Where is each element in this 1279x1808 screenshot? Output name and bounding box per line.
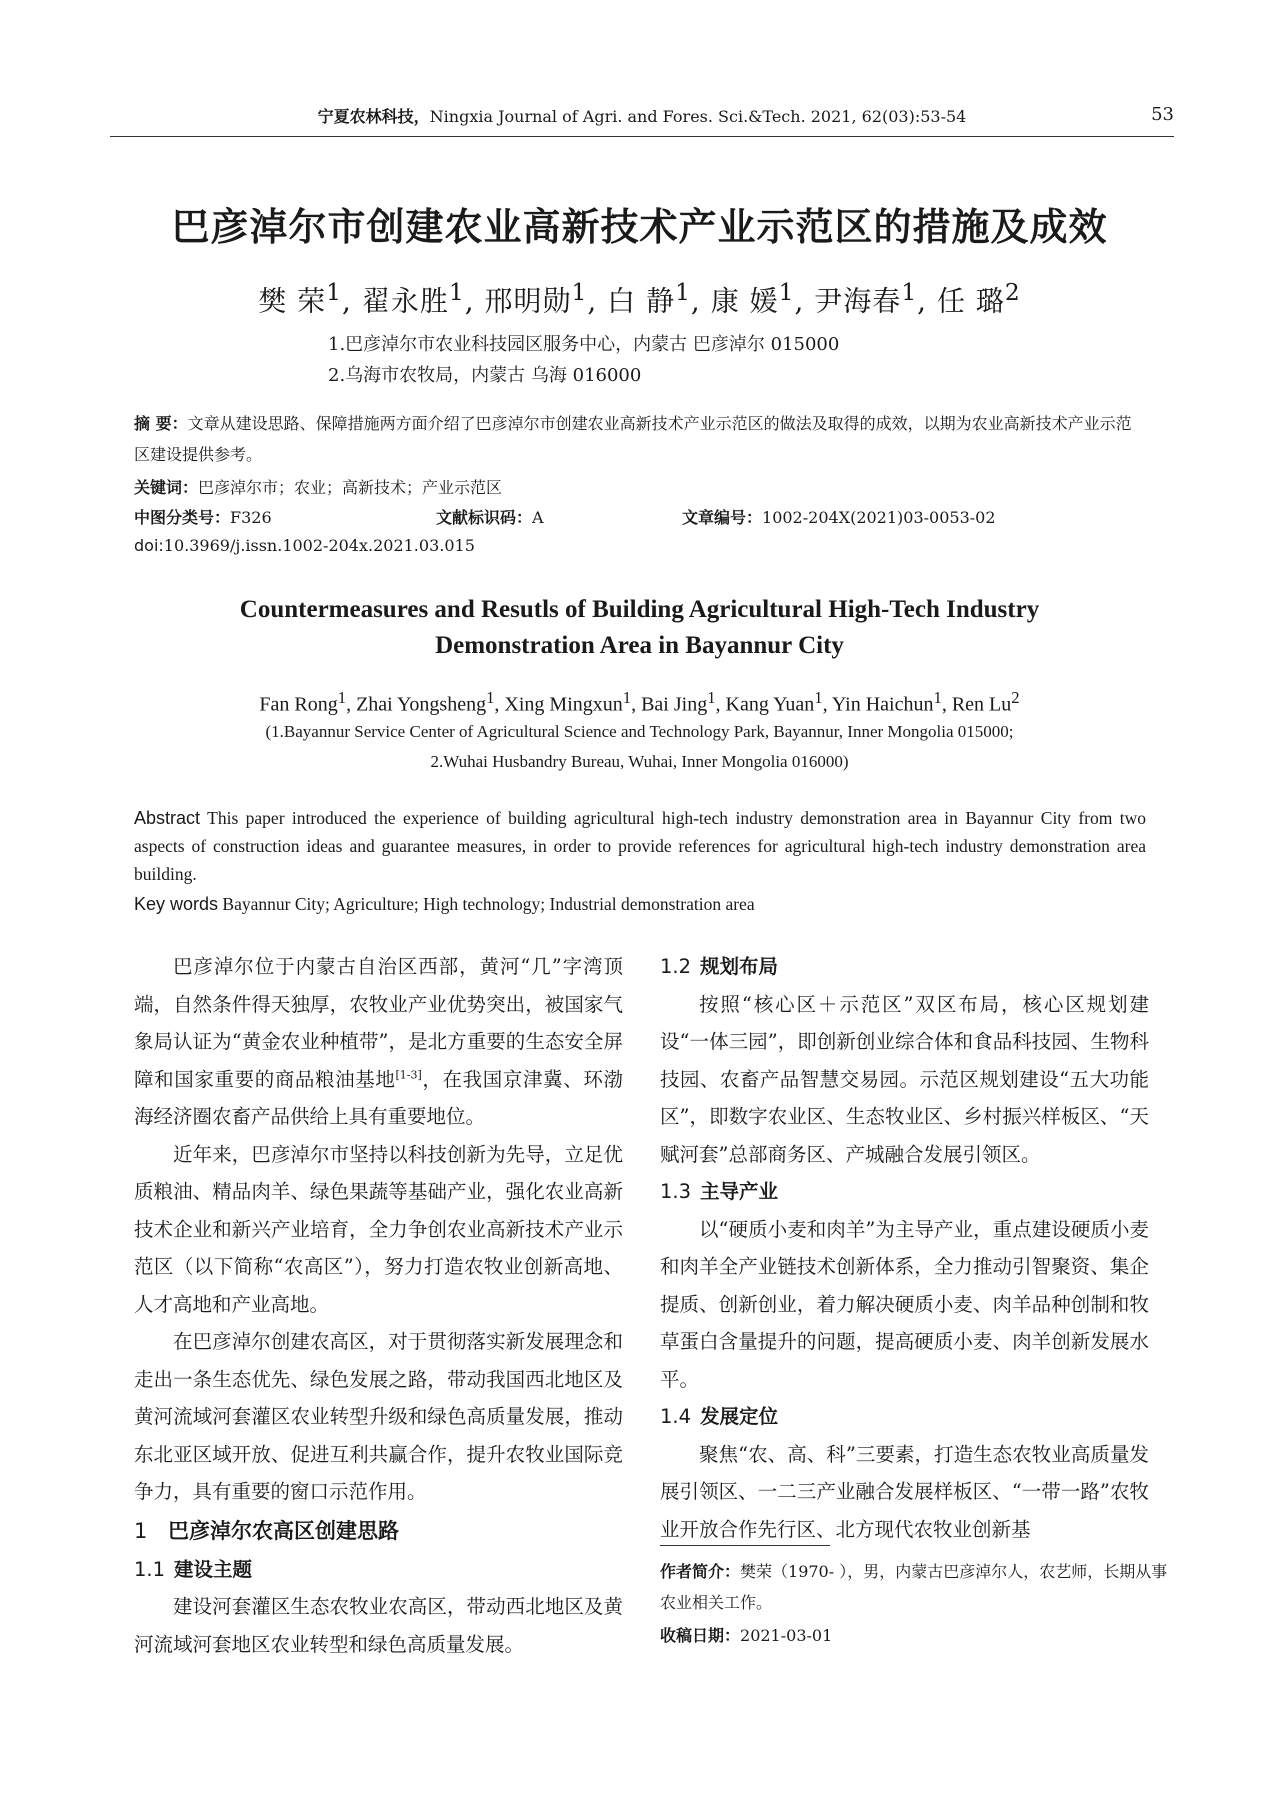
keywords-en-label: Key words: [134, 894, 219, 914]
author-cn: 任 璐: [936, 284, 1005, 318]
author-cn: 尹海春: [814, 284, 902, 318]
section-heading-1-3: [660, 1173, 1149, 1211]
author-cn: 康 媛: [710, 284, 779, 318]
body-paragraph: 近年来，巴彦淖尔市坚持以科技创新为先导，立足优质粮油、精品肉羊、绿色果蔬等基础产业，强化农业高新技术企业和新兴产业培育，全力争创农业高新技术产业示范区（以下简称“农高区”），努力打造农牧业创新高地、人才高地和产业高地。: [134, 1142, 623, 1316]
document-code-label: 文献标识码：: [436, 508, 533, 527]
section-heading-1: [134, 1511, 623, 1551]
page-number: 53: [1151, 104, 1174, 125]
keywords-cn-text: 巴彦淖尔市；农业；高新技术；产业示范区: [198, 478, 503, 497]
classification-row: [134, 505, 1146, 536]
footnote-received-date: 2021-03-01: [740, 1626, 833, 1645]
author-cn: 翟永胜: [361, 284, 449, 318]
section-number: 1: [134, 1518, 148, 1543]
authors-cn: 樊 荣$^1$, 翟永胜$^1$, 邢明勋$^1$, 白 静$^1$, 康 媛$^1$, 尹海春$^1$, 任 璐$^2$: [258, 278, 1021, 318]
affiliation-cn-2: 2.乌海市农牧局，内蒙古 乌海 016000: [328, 365, 642, 386]
document-code-value: A: [532, 508, 544, 527]
title-en-line-2: Demonstration Area in Bayannur City: [435, 632, 844, 659]
author-cn: 邢明勋: [484, 284, 572, 318]
keywords-cn-label: 关键词：: [134, 478, 199, 497]
author-affil-mark: 1: [622, 688, 632, 707]
author-en: Kang Yuan: [725, 693, 815, 716]
author-en: Xing Mingxun: [504, 693, 623, 716]
author-affil-mark: 1: [337, 688, 347, 707]
body-column-left: [134, 948, 623, 1663]
body-paragraph: 在巴彦淖尔创建农高区，对于贯彻落实新发展理念和走出一条生态优先、绿色发展之路，带动我国西北地区及黄河流域河套灌区农业转型升级和绿色高质量发展，推动东北亚区域开放、促进互利共赢合作，提升农牧业国际竞争力，具有重要的窗口示范作用。: [134, 1330, 623, 1503]
author-affil-mark: 1: [933, 688, 942, 707]
body-paragraph: 以“硬质小麦和肉羊”为主导产业，重点建设硬质小麦和肉羊全产业链技术创新体系，全力推动引智聚资、集企提质、创新创业，着力解决硬质小麦、肉羊品种创制和牧草蛋白含量提升的问题，提高硬质小麦、肉羊创新发展水平。: [660, 1217, 1149, 1391]
footnote-author: [660, 1556, 1180, 1618]
footnote-author-label: 作者简介：: [660, 1562, 741, 1581]
doi-value: 10.3969/j.issn.1002-204x.2021.03.015: [163, 536, 475, 555]
author-en: Fan Rong: [259, 693, 338, 716]
author-affil-mark: 1: [571, 278, 588, 306]
author-affil-mark: 1: [778, 278, 795, 306]
article-number: [682, 505, 996, 528]
author-affil-mark: 1: [901, 278, 918, 306]
abstract-en: [134, 804, 1146, 888]
footnote-rule: [660, 1545, 830, 1546]
keywords-en: [134, 890, 1146, 918]
footnote-author-text: 樊荣（1970- ），男，内蒙古巴彦淖尔人，农艺师，长期从事农业相关工作。: [660, 1562, 1168, 1612]
author-affil-mark: 1: [707, 688, 716, 707]
journal-name-en: Ningxia Journal of Agri. and Fores. Sci.&Tech. 2021, 62(03):53-54: [429, 107, 967, 126]
doi: [134, 536, 475, 555]
abstract-cn-text: 文章从建设思路、保障措施两方面介绍了巴彦淖尔市创建农业高新技术产业示范区的做法及取得的成效，以期为农业高新技术产业示范区建设提供参考。: [134, 414, 1132, 464]
author-affil-mark: 1: [486, 688, 495, 707]
abstract-en-text: This paper introduced the experience of building agricultural high-tech industry demonstration area in Bayannur City from two aspects of construction ideas and guarantee measures, in order to provide references for agricultural high-tech industry demonstration area building.: [134, 808, 1147, 884]
author-en: Zhai Yongsheng: [356, 693, 487, 716]
authors-en: Fan Rong$^1$, Zhai Yongsheng$^1$, Xing Mingxun$^1$, Bai Jing$^1$, Kang Yuan$^1$, Yin Haichun$^1$, Ren Lu$^2$: [259, 688, 1020, 716]
title-en: [0, 592, 1279, 664]
section-number: 1.2: [660, 955, 692, 978]
section-number: 1.3: [660, 1180, 692, 1203]
footnote-received-label: 收稿日期：: [660, 1626, 741, 1645]
author-en: Yin Haichun: [831, 693, 934, 716]
article-number-label: 文章编号：: [682, 508, 763, 527]
author-cn: 白 静: [607, 284, 676, 318]
body-column-right: [660, 948, 1149, 1548]
section-title: 主导产业: [700, 1180, 779, 1203]
section-heading-1-1: [134, 1551, 623, 1589]
author-en: Bai Jing: [641, 693, 708, 716]
clc-label: 中图分类号：: [134, 508, 231, 527]
body-paragraph: 按照“核心区＋示范区”双区布局，核心区规划建设“一体三园”，即创新创业综合体和食品科技园、生物科技园、农畜产品智慧交易园。示范区规划建设“五大功能区”，即数字农业区、生态牧业区、乡村振兴样板区、“天赋河套”总部商务区、产城融合发展引领区。: [660, 992, 1149, 1166]
journal-citation: [110, 104, 1174, 127]
title-cn: 巴彦淖尔市创建农业高新技术产业示范区的措施及成效: [171, 205, 1108, 249]
keywords-cn: [134, 472, 1146, 503]
header-rule: [110, 136, 1174, 137]
body-paragraph: 建设河套灌区生态农牧业农高区，带动西北地区及黄河流域河套地区农业转型和绿色高质量发展。: [134, 1595, 623, 1656]
section-heading-1-4: [660, 1398, 1149, 1436]
title-en-line-1: Countermeasures and Resutls of Building Agricultural High-Tech Industry: [239, 596, 1040, 623]
running-header: [110, 104, 1174, 134]
author-affil-mark: 2: [1011, 688, 1020, 707]
section-heading-1-2: [660, 948, 1149, 986]
document-code: [436, 505, 544, 528]
affiliation-cn-1: 1.巴彦淖尔市农业科技园区服务中心，内蒙古 巴彦淖尔 015000: [328, 334, 840, 355]
author-en: Ren Lu: [951, 693, 1012, 716]
body-paragraph: [134, 948, 623, 1136]
article-number-value: 1002-204X(2021)03-0053-02: [762, 508, 996, 527]
author-affil-mark: 1: [326, 278, 343, 306]
section-title: 建设主题: [174, 1557, 253, 1581]
footnote-received: [660, 1620, 1180, 1651]
author-affil-mark: 2: [1004, 278, 1021, 306]
keywords-en-text: Bayannur City; Agriculture; High technology; Industrial demonstration area: [222, 894, 755, 914]
section-title: 规划布局: [700, 955, 779, 978]
body-paragraph: 聚焦“农、高、科”三要素，打造生态农牧业高质量发展引领区、一二三产业融合发展样板区、“一带一路”农牧业开放合作先行区、北方现代农牧业创新基: [660, 1442, 1149, 1541]
section-number: 1.1: [134, 1557, 166, 1581]
section-title: 巴彦淖尔农高区创建思路: [168, 1518, 399, 1543]
section-title: 发展定位: [700, 1405, 779, 1428]
author-affil-mark: 1: [675, 278, 691, 306]
abstract-cn-label: 摘 要：: [134, 414, 188, 433]
citation-ref: [1-3]: [395, 1068, 422, 1081]
author-cn: 樊 荣: [258, 284, 327, 318]
journal-name-cn: 宁夏农林科技，: [317, 107, 430, 126]
section-number: 1.4: [660, 1405, 692, 1428]
author-affil-mark: 1: [448, 278, 465, 306]
paragraph-text: ，在我国京津冀、环渤海经济圈农畜产品供给上具有重要地位。: [134, 1067, 623, 1128]
abstract-cn: [134, 408, 1146, 470]
affiliation-en-2: 2.Wuhai Husbandry Bureau, Wuhai, Inner Mongolia 016000): [430, 752, 849, 771]
clc-number: [134, 505, 272, 528]
author-affil-mark: 1: [814, 688, 823, 707]
affiliation-en-1: (1.Bayannur Service Center of Agricultural Science and Technology Park, Bayannur, Inner Mongolia 015000;: [265, 722, 1014, 741]
paragraph-text: 巴彦淖尔位于内蒙古自治区西部，黄河“几”字湾顶端，自然条件得天独厚，农牧业产业优势突出，被国家气象局认证为“黄金农业种植带”，是北方重要的生态安全屏障和国家重要的商品粮油基地: [134, 955, 623, 1091]
clc-value: F326: [230, 508, 272, 527]
doi-label: doi:: [134, 536, 164, 555]
abstract-en-label: Abstract: [134, 808, 201, 828]
